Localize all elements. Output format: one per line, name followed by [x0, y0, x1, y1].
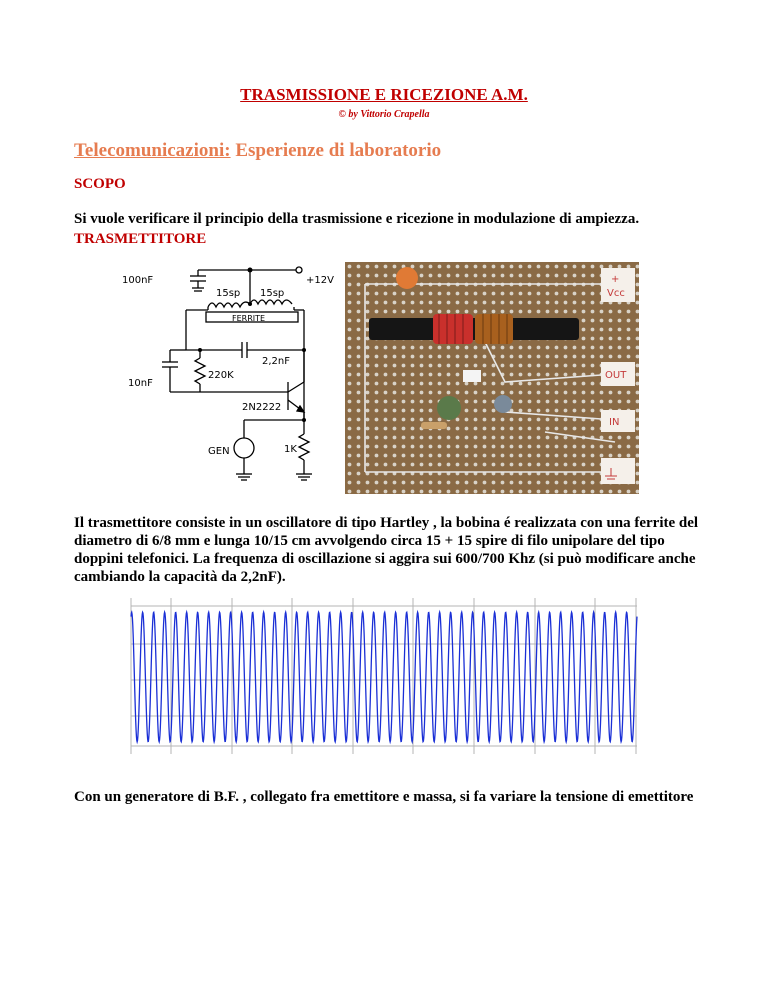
- heading-trasmettitore: TRASMETTITORE: [74, 231, 207, 247]
- label-gen: GEN: [208, 446, 230, 457]
- transmitter-schematic: [120, 262, 334, 492]
- board-label-plus: +: [611, 274, 620, 285]
- scopo-text: Si vuole verificare il principio della trasmissione e ricezione in modulazione di ampiezza.: [74, 211, 640, 227]
- label-r2: 1K: [284, 444, 297, 455]
- page-title: TRASMISSIONE E RICEZIONE A.M.: [240, 85, 528, 104]
- breadcrumb-link-telecomunicazioni[interactable]: Telecomunicazioni:: [74, 140, 231, 161]
- label-coil-b: 15sp: [260, 288, 285, 299]
- breadcrumb-current: Esperienze di laboratorio: [230, 140, 442, 161]
- closing-text: Con un generatore di B.F. , collegato fra emettitore e massa, si fa variare la tensione di emettitore: [74, 789, 694, 805]
- label-coil-a: 15sp: [216, 288, 241, 299]
- board-label-out: OUT: [605, 370, 627, 381]
- waveform-trace: [131, 612, 637, 742]
- trasmettitore-description: Il trasmettitore consiste in un oscillatore di tipo Hartley , la bobina é realizzata con una ferrite del diametro di 6/8 mm e lunga 10/15 cm avvolgendo circa 15 + 15 spire di filo unipolare del tipo doppini telefonici. La frequenza di oscillazione si aggira sui 600/700 Khz (si può modificare anche cambiando la capacità da 2,2nF).: [74, 515, 699, 585]
- author-credit: © by Vittorio Crapella: [338, 109, 430, 120]
- heading-scopo: SCOPO: [74, 176, 126, 192]
- label-c1: 100nF: [122, 275, 154, 286]
- breadboard-photo: [345, 262, 639, 494]
- label-c2: 2,2nF: [262, 356, 290, 367]
- label-r1: 220K: [208, 370, 234, 381]
- waveform-plot: [131, 598, 637, 754]
- breadcrumb: [74, 140, 441, 162]
- label-transistor: 2N2222: [242, 402, 282, 413]
- label-vcc: +12V: [306, 275, 334, 286]
- label-ferrite: FERRITE: [232, 314, 266, 323]
- label-c3: 10nF: [128, 378, 153, 389]
- board-label-in: IN: [609, 417, 620, 428]
- board-label-vcc: Vcc: [607, 288, 625, 299]
